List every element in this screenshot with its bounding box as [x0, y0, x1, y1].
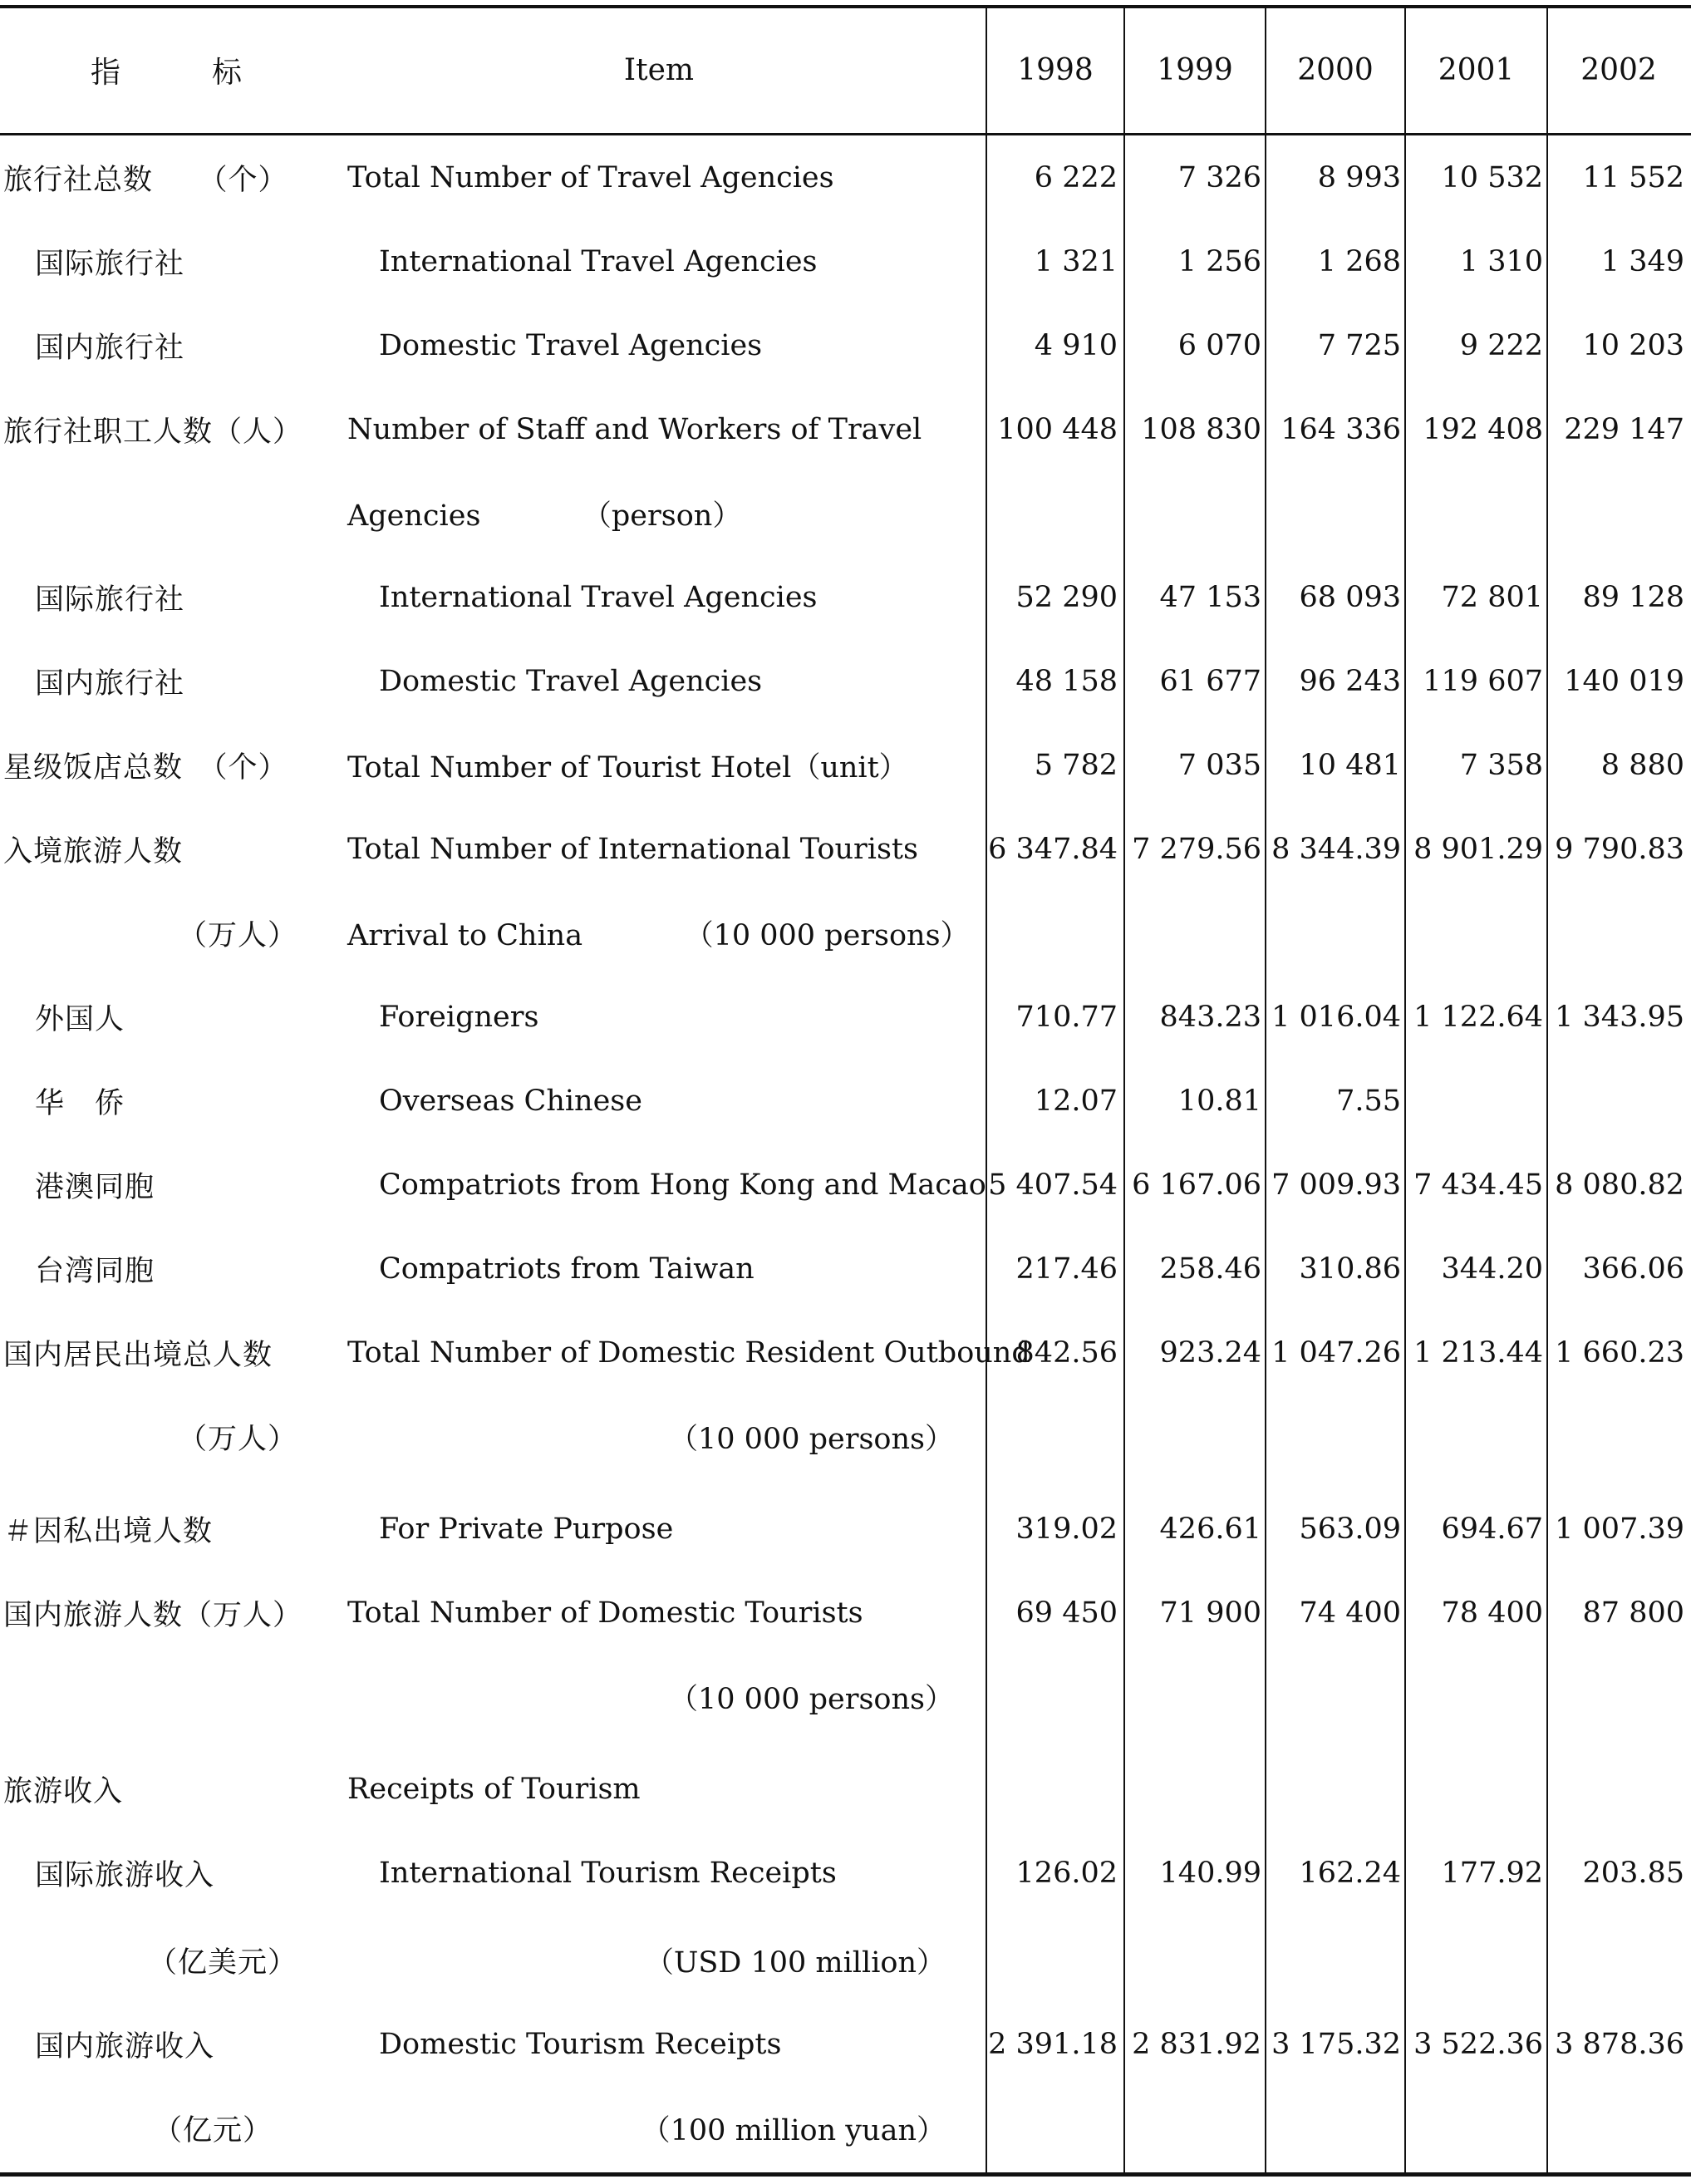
value-1999 — [1127, 1395, 1261, 1478]
indicator-cn: 华 侨 — [35, 1086, 125, 1120]
value-2001: 192 408 — [1423, 412, 1543, 446]
value-1998: 1 321 — [1034, 244, 1118, 278]
value-2000: 68 093 — [1299, 580, 1401, 614]
indicator-cn: 外国人 — [35, 1002, 125, 1036]
item-en: Domestic Travel Agencies — [379, 328, 763, 362]
value-2001: 10 532 — [1441, 160, 1543, 194]
indicator-cn: 入境旅游人数 — [3, 834, 184, 868]
table-row — [0, 1059, 1691, 1143]
table-row — [0, 2086, 1691, 2170]
item-en: Domestic Tourism Receipts — [379, 2027, 782, 2061]
table-row — [0, 2002, 1691, 2086]
value-2002: 89 128 — [1582, 580, 1684, 614]
value-2001 — [1409, 891, 1543, 975]
value-1998: 100 448 — [997, 412, 1118, 446]
value-1998: 710.77 — [1015, 1000, 1118, 1034]
value-2001 — [1409, 1655, 1543, 1739]
value-1998: 4 910 — [1034, 328, 1118, 362]
value-2000 — [1270, 1918, 1401, 2002]
value-2002 — [1551, 891, 1684, 975]
indicator-cn: 港澳同胞 — [35, 1170, 155, 1204]
indicator-cn: 国际旅行社 — [35, 247, 185, 281]
item-en: Total Number of Domestic Resident Outbound — [347, 1335, 1030, 1370]
value-2002: 1 660.23 — [1555, 1335, 1684, 1370]
value-2001: 78 400 — [1441, 1596, 1543, 1630]
value-2002: 8 080.82 — [1555, 1168, 1684, 1202]
indicator-cn: 国内旅游人数（万人） — [3, 1598, 303, 1632]
value-2002: 1 007.39 — [1555, 1512, 1684, 1546]
value-2000: 563.09 — [1299, 1512, 1401, 1546]
indicator-cn: 国内旅行社 — [35, 667, 185, 701]
value-1999 — [1127, 2086, 1261, 2170]
value-2002: 9 790.83 — [1555, 832, 1684, 866]
value-2001 — [1409, 1918, 1543, 2002]
table-row — [0, 723, 1691, 807]
value-2000: 3 175.32 — [1271, 2027, 1401, 2061]
value-1999: 7 326 — [1177, 160, 1261, 194]
indicator-cn: 国际旅行社 — [35, 583, 185, 617]
table-row — [0, 303, 1691, 387]
value-2002 — [1551, 471, 1684, 555]
value-2000: 1 016.04 — [1271, 1000, 1401, 1034]
value-2001 — [1409, 1747, 1543, 1831]
table-row — [0, 1311, 1691, 1395]
value-2002 — [1551, 1655, 1684, 1739]
header-year-1999: 1999 — [1157, 52, 1233, 87]
value-2000 — [1270, 1395, 1401, 1478]
value-2002: 8 880 — [1600, 748, 1684, 782]
value-2000: 164 336 — [1281, 412, 1401, 446]
value-2000: 74 400 — [1299, 1596, 1401, 1630]
table-row — [0, 1831, 1691, 1915]
table-row — [0, 471, 1691, 555]
value-1999: 6 070 — [1177, 328, 1261, 362]
value-1999: 843.23 — [1159, 1000, 1261, 1034]
value-1998: 52 290 — [1015, 580, 1118, 614]
value-2000: 1 268 — [1317, 244, 1401, 278]
item-en: Compatriots from Taiwan — [379, 1252, 755, 1286]
value-2000 — [1270, 1747, 1401, 1831]
value-1999: 1 256 — [1177, 244, 1261, 278]
value-1998: 842.56 — [1015, 1335, 1118, 1370]
value-1998: 5 407.54 — [988, 1168, 1118, 1202]
value-2000: 7 725 — [1317, 328, 1401, 362]
indicator-cn: （万人） — [177, 1422, 297, 1456]
value-1998 — [987, 471, 1118, 555]
value-2002: 1 343.95 — [1555, 1000, 1684, 1034]
value-2000: 8 344.39 — [1271, 832, 1401, 866]
value-2001: 3 522.36 — [1413, 2027, 1543, 2061]
value-1999: 7 035 — [1177, 748, 1261, 782]
item-en: International Travel Agencies — [379, 580, 818, 614]
value-2001: 8 901.29 — [1413, 832, 1543, 866]
value-2000: 7 009.93 — [1271, 1168, 1401, 1202]
indicator-cn: 旅行社总数 （个） — [3, 163, 288, 197]
value-2000: 162.24 — [1299, 1856, 1401, 1890]
item-en: Overseas Chinese — [379, 1084, 642, 1118]
value-1998 — [987, 1655, 1118, 1739]
value-1998 — [987, 891, 1118, 975]
value-1999 — [1127, 1655, 1261, 1739]
value-1999: 7 279.56 — [1132, 832, 1261, 866]
value-1999: 426.61 — [1159, 1512, 1261, 1546]
value-2002: 3 878.36 — [1555, 2027, 1684, 2061]
value-1999: 61 677 — [1159, 664, 1261, 698]
value-1999: 108 830 — [1141, 412, 1261, 446]
value-2001 — [1409, 1059, 1543, 1143]
table-row — [0, 1395, 1691, 1478]
value-1998: 217.46 — [1015, 1252, 1118, 1286]
value-1999 — [1127, 1918, 1261, 2002]
table-row — [0, 135, 1691, 219]
value-1998: 69 450 — [1015, 1596, 1118, 1630]
value-2002: 87 800 — [1582, 1596, 1684, 1630]
table-row — [0, 1487, 1691, 1571]
value-1998 — [987, 1918, 1118, 2002]
value-2001: 1 213.44 — [1413, 1335, 1543, 1370]
value-2000: 7.55 — [1336, 1084, 1401, 1118]
indicator-cn: （亿美元） — [147, 1945, 297, 1980]
item-en: Receipts of Tourism — [347, 1772, 641, 1806]
value-2000 — [1270, 471, 1401, 555]
value-1999: 71 900 — [1159, 1596, 1261, 1630]
value-1999 — [1127, 471, 1261, 555]
item-en: Total Number of Tourist Hotel（unit） — [347, 750, 908, 785]
value-2002 — [1551, 1918, 1684, 2002]
value-2002 — [1551, 1747, 1684, 1831]
table-bottom-rule — [0, 2172, 1691, 2177]
value-1998: 319.02 — [1015, 1512, 1118, 1546]
value-1999: 10.81 — [1177, 1084, 1261, 1118]
value-2002 — [1551, 2086, 1684, 2170]
value-1998: 6 347.84 — [988, 832, 1118, 866]
header-year-2001: 2001 — [1438, 52, 1515, 87]
value-2002 — [1551, 1059, 1684, 1143]
item-en: Number of Staff and Workers of Travel — [347, 412, 922, 446]
value-1998 — [987, 2086, 1118, 2170]
indicator-cn: 旅行社职工人数（人） — [3, 415, 303, 449]
value-2001: 72 801 — [1441, 580, 1543, 614]
header-year-1998: 1998 — [1017, 52, 1094, 87]
item-en: For Private Purpose — [379, 1512, 674, 1546]
value-1998: 12.07 — [1034, 1084, 1118, 1118]
item-en: International Tourism Receipts — [379, 1856, 837, 1890]
value-1998: 5 782 — [1034, 748, 1118, 782]
indicator-cn — [3, 471, 327, 555]
value-2002: 203.85 — [1582, 1856, 1684, 1890]
value-1999 — [1127, 891, 1261, 975]
item-en: Agencies （person） — [347, 499, 742, 533]
item-en: （100 million yuan） — [641, 2113, 946, 2147]
indicator-cn: 国际旅游收入 — [35, 1858, 215, 1892]
indicator-cn: 国内旅行社 — [35, 331, 185, 365]
table-row — [0, 1918, 1691, 2002]
value-2001: 344.20 — [1441, 1252, 1543, 1286]
value-1998: 6 222 — [1034, 160, 1118, 194]
value-1998: 48 158 — [1015, 664, 1118, 698]
table-body — [0, 135, 1691, 2172]
indicator-cn: （万人） — [177, 918, 297, 952]
indicator-cn: 旅游收入 — [3, 1774, 124, 1808]
table-row — [0, 1227, 1691, 1311]
table-row — [0, 555, 1691, 639]
header-year-2002: 2002 — [1580, 52, 1657, 87]
value-2001: 177.92 — [1441, 1856, 1543, 1890]
value-2000 — [1270, 891, 1401, 975]
table-row — [0, 1143, 1691, 1227]
item-en: Compatriots from Hong Kong and Macao — [379, 1168, 986, 1202]
header-indicator-char: 标 — [212, 55, 243, 90]
value-1999: 6 167.06 — [1132, 1168, 1261, 1202]
value-2001: 7 358 — [1459, 748, 1543, 782]
header-item: Item — [623, 52, 695, 87]
item-en: Total Number of Travel Agencies — [347, 160, 834, 194]
value-2000: 1 047.26 — [1271, 1335, 1401, 1370]
item-en: （USD 100 million） — [644, 1945, 946, 1980]
item-en: Domestic Travel Agencies — [379, 664, 763, 698]
value-2001: 694.67 — [1441, 1512, 1543, 1546]
indicator-cn: ＃因私出境人数 — [3, 1514, 214, 1548]
value-2001 — [1409, 1395, 1543, 1478]
value-2000 — [1270, 2086, 1401, 2170]
item-en: Foreigners — [379, 1000, 539, 1034]
indicator-cn: 星级饭店总数 （个） — [3, 750, 288, 785]
value-2002: 366.06 — [1582, 1252, 1684, 1286]
value-1998: 126.02 — [1015, 1856, 1118, 1890]
table-row — [0, 1571, 1691, 1655]
value-1998: 2 391.18 — [988, 2027, 1118, 2061]
value-2001 — [1409, 471, 1543, 555]
indicator-cn: （亿元） — [152, 2113, 273, 2147]
value-2001: 7 434.45 — [1413, 1168, 1543, 1202]
item-en: Total Number of International Tourists — [347, 832, 918, 866]
value-2001: 119 607 — [1423, 664, 1543, 698]
value-2002: 11 552 — [1582, 160, 1684, 194]
table-row — [0, 975, 1691, 1059]
value-1999: 140.99 — [1159, 1856, 1261, 1890]
item-en: （10 000 persons） — [669, 1422, 954, 1456]
value-2002: 140 019 — [1564, 664, 1684, 698]
header-indicator-char: 指 — [90, 55, 120, 90]
item-en: International Travel Agencies — [379, 244, 818, 278]
item-en: Total Number of Domestic Tourists — [347, 1596, 863, 1630]
value-1999 — [1127, 1747, 1261, 1831]
value-2002: 229 147 — [1564, 412, 1684, 446]
value-1999: 923.24 — [1159, 1335, 1261, 1370]
table-row — [0, 387, 1691, 471]
value-1999: 258.46 — [1159, 1252, 1261, 1286]
value-2001: 1 122.64 — [1413, 1000, 1543, 1034]
value-2000: 310.86 — [1299, 1252, 1401, 1286]
table-row — [0, 639, 1691, 723]
value-2002: 1 349 — [1600, 244, 1684, 278]
indicator-cn — [3, 1655, 327, 1739]
indicator-cn: 国内旅游收入 — [35, 2029, 215, 2063]
header-year-2000: 2000 — [1297, 52, 1374, 87]
value-2000: 96 243 — [1299, 664, 1401, 698]
item-en: （10 000 persons） — [669, 1682, 954, 1716]
value-1998 — [987, 1747, 1118, 1831]
value-2000: 8 993 — [1317, 160, 1401, 194]
value-2000: 10 481 — [1299, 748, 1401, 782]
table-row — [0, 1655, 1691, 1739]
header-indicator — [0, 5, 332, 135]
indicator-cn: 国内居民出境总人数 — [3, 1338, 273, 1372]
table-row — [0, 219, 1691, 303]
value-2001: 9 222 — [1459, 328, 1543, 362]
value-1999: 2 831.92 — [1132, 2027, 1261, 2061]
value-2002 — [1551, 1395, 1684, 1478]
indicator-cn: 台湾同胞 — [35, 1254, 155, 1288]
value-2001: 1 310 — [1459, 244, 1543, 278]
value-2002: 10 203 — [1582, 328, 1684, 362]
table-row — [0, 1747, 1691, 1831]
value-2001 — [1409, 2086, 1543, 2170]
value-1998 — [987, 1395, 1118, 1478]
item-en: Arrival to China （10 000 persons） — [347, 918, 970, 952]
table-row — [0, 807, 1691, 891]
value-2000 — [1270, 1655, 1401, 1739]
table-row — [0, 891, 1691, 975]
value-1999: 47 153 — [1159, 580, 1261, 614]
